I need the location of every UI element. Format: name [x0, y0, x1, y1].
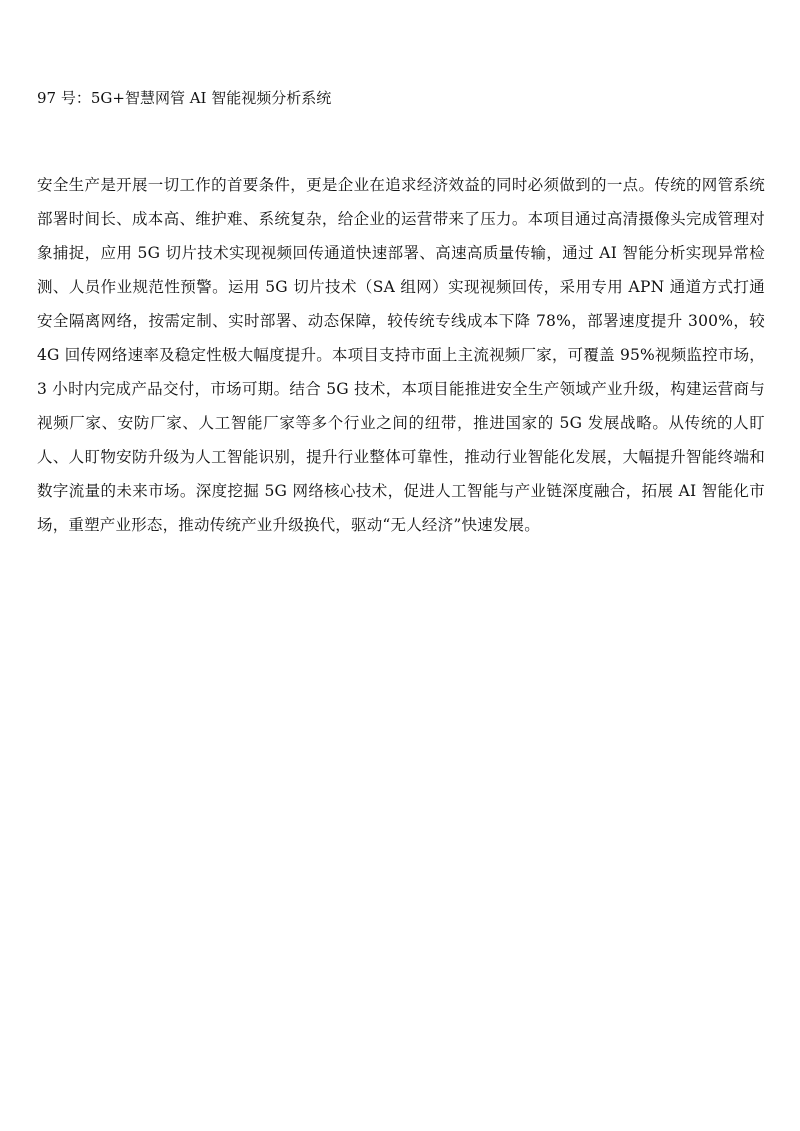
document-title: 97 号：5G+智慧网管 AI 智能视频分析系统 — [37, 89, 332, 107]
body-paragraph: 安全生产是开展一切工作的首要条件，更是企业在追求经济效益的同时必须做到的一点。传统的网管系统部署时间长、成本高、维护难、系统复杂，给企业的运营带来了压力。本项目通过高清摄像头完成管理对象捕捉，应用 5G 切片技术实现视频回传通道快速部署、高速高质量传输，通过 AI 智能分析实现异常检测、人员作业规范性预警。运用 5G 切片技术（SA 组网）实现视频回传，采用专用 APN 通道方式打通安全隔离网络，按需定制、实时部署、动态保障，较传统专线成本下降 78%，部署速度提升 300%，较 4G 回传网络速率及稳定性极大幅度提升。本项目支持市面上主流视频厂家，可覆盖 95%视频监控市场，3 小时内完成产品交付，市场可期。结合 5G 技术，本项目能推进安全生产领域产业升级，构建运营商与视频厂家、安防厂家、人工智能厂家等多个行业之间的纽带，推进国家的 5G 发展战略。从传统的人盯人、人盯物安防升级为人工智能识别，提升行业整体可靠性，推动行业智能化发展，大幅提升智能终端和数字流量的未来市场。深度挖掘 5G 网络核心技术，促进人工智能与产业链深度融合，拓展 AI 智能化市场，重塑产业形态，推动传统产业升级换代，驱动“无人经济”快速发展。 — [37, 176, 765, 534]
